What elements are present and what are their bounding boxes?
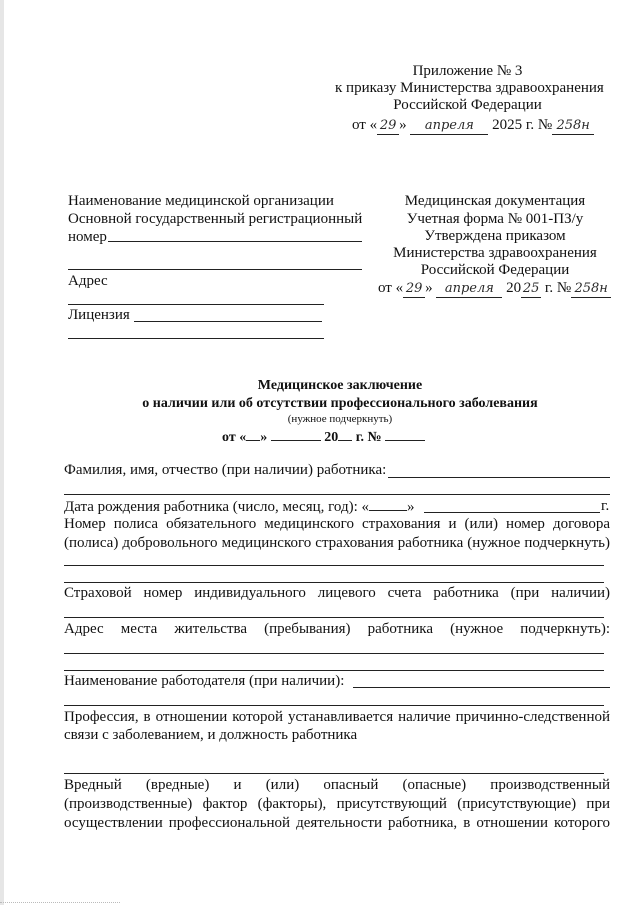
page-bottom-edge <box>0 902 120 903</box>
form-info-date-line <box>378 280 611 298</box>
title-note: (нужное подчеркнуть) <box>287 413 393 425</box>
title-line-2: о наличии или об отсутствии профессионального заболевания <box>142 396 538 411</box>
org-license-line <box>134 321 322 322</box>
title-month-blank <box>271 428 321 441</box>
org-name-label: Наименование медицинской организации <box>68 193 334 209</box>
org-license-label: Лицензия <box>68 307 130 323</box>
org-address-line <box>68 304 324 305</box>
appendix-day: 29 <box>377 117 399 135</box>
employer-line <box>353 687 610 688</box>
title-date-b: » <box>260 430 268 445</box>
policy-line-1: Номер полиса обязательного медицинского страхования и (или) номер договора <box>64 516 610 532</box>
harmful-line-1: Вредный (вредные) и (или) опасный (опасные) производственный <box>64 777 610 793</box>
snils-label: Страховой номер индивидуального лицевого счета работника (при наличии) <box>64 585 610 601</box>
appendix-date-prefix: от « <box>352 117 378 133</box>
profession-line-1: Профессия, в отношении которой устанавливается наличие причинно-следственной <box>64 709 610 725</box>
profession-line-2: связи с заболеванием, и должность работника <box>64 727 358 743</box>
title-date-a: от « <box>222 430 247 445</box>
appendix-date-mid: » <box>399 117 407 133</box>
address-answer-line <box>64 653 604 654</box>
address-label: Адрес места жительства (пребывания) работника (нужное подчеркнуть): <box>64 621 610 637</box>
birth-date-c: г. <box>601 498 610 514</box>
appendix-line-2: к приказу Министерства здравоохранения <box>335 80 604 96</box>
form-info-date-prefix: от « <box>378 280 404 296</box>
address-answer-line-2 <box>64 670 604 671</box>
fio-label: Фамилия, имя, отчество (при наличии) работника: <box>64 462 387 478</box>
form-info-year-suffix: г. № <box>544 280 572 296</box>
org-address-label: Адрес <box>68 273 108 289</box>
snils-answer-line <box>64 617 604 618</box>
birth-month-line <box>424 512 600 513</box>
appendix-date-line <box>352 117 594 135</box>
org-license-line-2 <box>68 338 324 339</box>
title-day-blank <box>246 428 260 441</box>
profession-answer-line <box>64 773 604 774</box>
birth-date-line <box>64 498 415 516</box>
title-line-1: Медицинское заключение <box>257 378 423 393</box>
form-info-month: апреля <box>436 280 502 298</box>
birth-day-blank <box>369 498 407 511</box>
org-ogrn-label: Основной государственный регистрационный <box>68 211 363 227</box>
form-info-line-3: Утверждена приказом <box>424 228 566 244</box>
org-number-line <box>108 241 362 242</box>
harmful-line-2: (производственные) фактор (факторы), присутствующий (присутствующие) при <box>64 796 610 812</box>
title-number-blank <box>385 428 425 441</box>
appendix-line-1: Приложение № 3 <box>412 63 523 79</box>
fio-line <box>388 477 610 478</box>
org-number-label: номер <box>68 229 107 245</box>
form-info-line-5: Российской Федерации <box>420 262 570 278</box>
birth-date-a: Дата рождения работника (число, месяц, год): « <box>64 499 370 515</box>
appendix-number: 258н <box>552 117 594 135</box>
form-info-number: 258н <box>571 280 611 298</box>
title-date-line <box>222 428 425 446</box>
policy-line-2: (полиса) добровольного медицинского страхования работника (нужное подчеркнуть) <box>64 535 610 551</box>
title-date-c: 20 <box>324 430 339 445</box>
scan-edge <box>0 0 4 905</box>
birth-date-b: » <box>407 499 415 515</box>
form-info-day: 29 <box>403 280 425 298</box>
form-info-year-b: 25 <box>522 281 540 296</box>
org-extra-line <box>68 269 362 270</box>
appendix-year: 2025 г. № <box>492 117 553 133</box>
form-info-year-a: 20 <box>506 280 522 296</box>
appendix-month: апреля <box>410 117 488 135</box>
employer-line-2 <box>64 705 604 706</box>
employer-label: Наименование работодателя (при наличии): <box>64 673 345 689</box>
appendix-line-3: Российской Федерации <box>393 97 542 113</box>
policy-answer-line <box>64 565 604 566</box>
policy-answer-line-2 <box>64 582 604 583</box>
fio-line-2 <box>64 494 610 495</box>
title-date-d: г. № <box>355 430 382 445</box>
form-info-line-2: Учетная форма № 001-ПЗ/у <box>406 211 584 227</box>
form-info-line-1: Медицинская документация <box>404 193 586 209</box>
form-info-line-4: Министерства здравоохранения <box>393 245 597 261</box>
form-info-date-mid: » <box>425 280 433 296</box>
harmful-line-3: осуществлении профессиональной деятельности работника, в отношении которого <box>64 815 610 831</box>
title-year-blank <box>338 428 352 441</box>
